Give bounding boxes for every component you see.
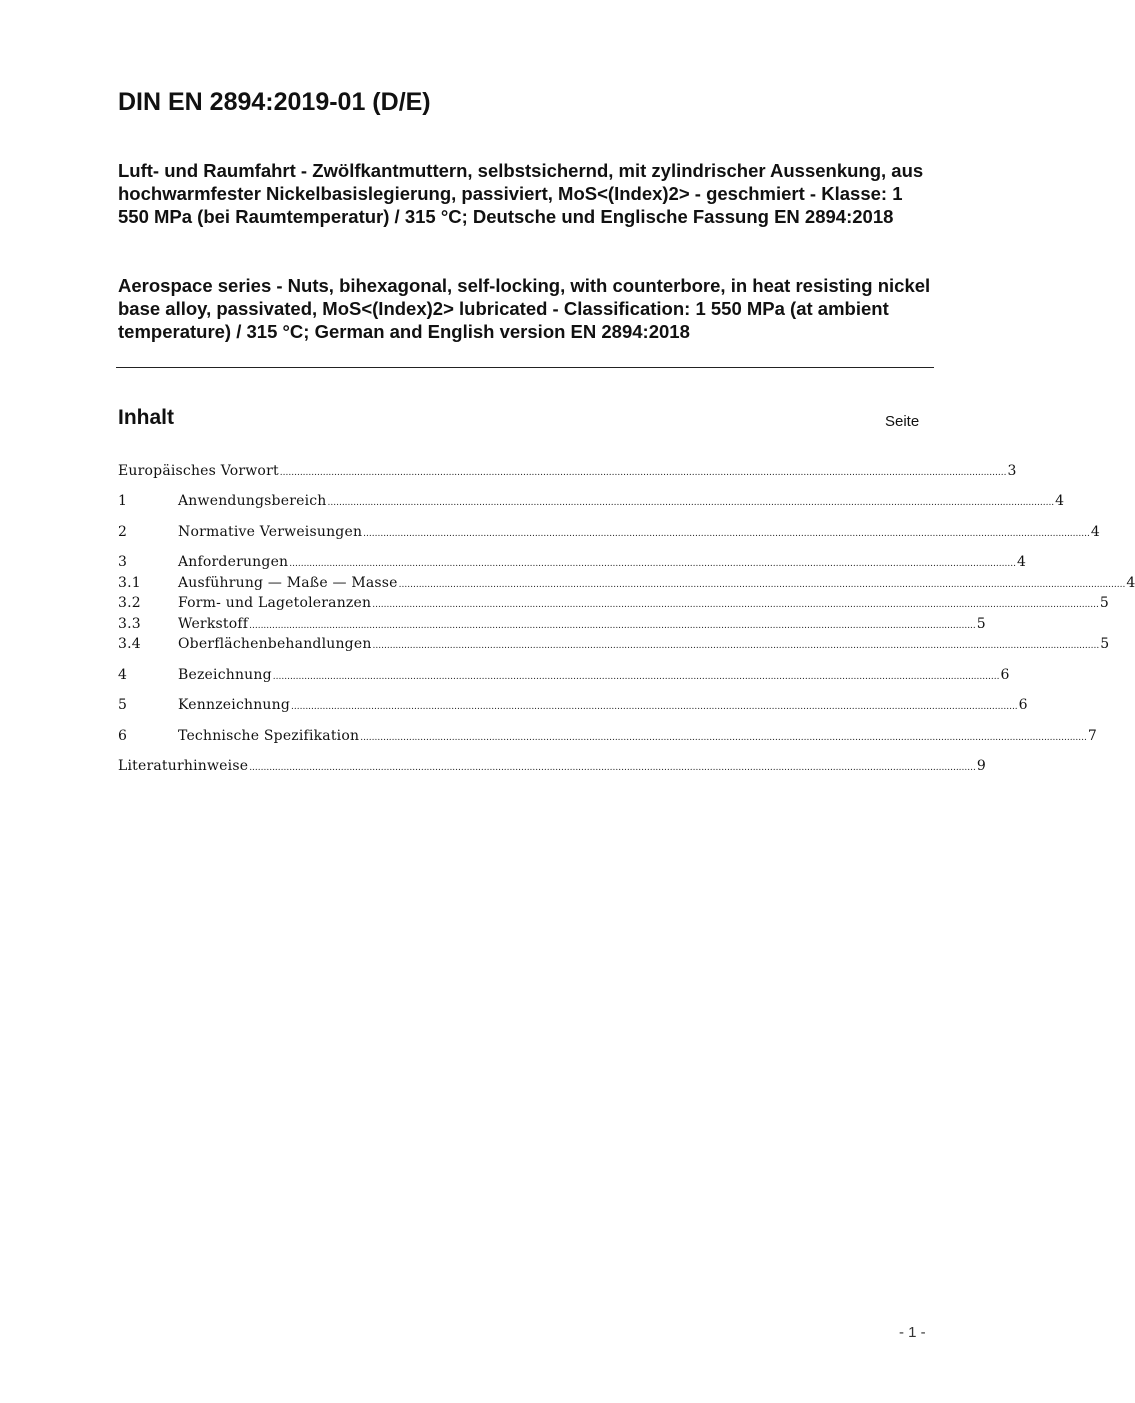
toc-entry-page: 9 (976, 758, 986, 774)
toc-entry-number: 2 (118, 524, 128, 540)
toc-entry-page: 6 (1018, 697, 1028, 713)
title-divider (116, 367, 934, 368)
toc-entry-text: Anwendungsbereich (178, 493, 327, 509)
document-title: DIN EN 2894:2019-01 (D/E) (118, 88, 431, 116)
toc-entry-2[interactable] (118, 524, 1100, 544)
toc-leader-dots: .............................................................................................................................................................................................................................................................. (372, 600, 1099, 610)
toc-entry-text: Europäisches Vorwort (118, 463, 279, 479)
toc-entry-text: Kennzeichnung (178, 697, 291, 713)
toc-entry-page: 5 (1099, 595, 1109, 611)
toc-entry-3-3[interactable] (118, 616, 986, 636)
toc-entry-text: Werkstoff (178, 616, 249, 632)
toc-entry-text: Form- und Lagetoleranzen (178, 595, 372, 611)
toc-leader-dots: .............................................................................................................................................................................................................................................................. (291, 702, 1018, 712)
toc-entry-number: 3 (118, 554, 128, 570)
toc-leader-dots: .............................................................................................................................................................................................................................................................. (363, 529, 1090, 539)
toc-leader-dots: .............................................................................................................................................................................................................................................................. (327, 498, 1055, 508)
toc-entry-text: Oberflächenbehandlungen (178, 636, 372, 652)
toc-entry-literaturhinweise[interactable] (118, 758, 986, 778)
toc-entry-number: 3.3 (118, 616, 141, 632)
toc-leader-dots: .............................................................................................................................................................................................................................................................. (289, 559, 1016, 569)
toc-leader-dots: .............................................................................................................................................................................................................................................................. (249, 763, 976, 773)
toc-entry-text: Technische Spezifikation (178, 728, 360, 744)
toc-leader-dots: .............................................................................................................................................................................................................................................................. (249, 621, 976, 631)
toc-entry-4[interactable] (118, 667, 1010, 687)
toc-entry-1[interactable] (118, 493, 1065, 513)
toc-entry-number: 4 (118, 667, 128, 683)
toc-leader-dots: .............................................................................................................................................................................................................................................................. (279, 468, 1007, 478)
toc-leader-dots: .............................................................................................................................................................................................................................................................. (372, 641, 1100, 651)
toc-entry-number: 6 (118, 728, 128, 744)
english-subtitle: Aerospace series - Nuts, bihexagonal, self-locking, with counterbore, in heat resisting nickel base alloy, passivated, MoS<(Index)2> lubricated - Classification: 1 550 MPa (at ambient temperature) / 315 °C; German and English version EN 2894:2018 (118, 275, 931, 342)
toc-entry-page: 3 (1007, 463, 1017, 479)
toc-entry-page: 4 (1126, 575, 1135, 591)
toc-entry-text: Bezeichnung (178, 667, 272, 683)
toc-leader-dots: .............................................................................................................................................................................................................................................................. (272, 672, 1000, 682)
toc-entry-number: 3.2 (118, 595, 141, 611)
toc-entry-page: 4 (1055, 493, 1065, 509)
german-subtitle: Luft- und Raumfahrt - Zwölfkantmuttern, selbstsichernd, mit zylindrischer Aussenkung, aus hochwarmfester Nickelbasislegierung, passiviert, MoS<(Index)2> - geschmiert - Klasse: 1 550 MPa (bei Raumtemperatur) / 315 °C; Deutsche und Englische Fassung EN 2894:2018 (118, 160, 924, 227)
toc-entry-text: Literaturhinweise (118, 758, 249, 774)
toc-entry-text: Ausführung — Maße — Masse (178, 575, 398, 591)
toc-entry-text: Anforderungen (178, 554, 289, 570)
toc-entry-number: 3.1 (118, 575, 141, 591)
toc-entry-number: 3.4 (118, 636, 141, 652)
toc-entry-page: 6 (1000, 667, 1010, 683)
toc-entry-text: Normative Verweisungen (178, 524, 363, 540)
toc-entry-3-4[interactable] (118, 636, 1110, 656)
toc-entry-europaeisches-vorwort[interactable] (118, 463, 1017, 483)
toc-entry-number: 5 (118, 697, 128, 713)
toc-entry-3-2[interactable] (118, 595, 1109, 615)
toc-entry-page: 4 (1016, 554, 1027, 570)
toc-entry-3-1[interactable] (118, 575, 1135, 595)
toc-entry-page: 5 (976, 616, 986, 632)
toc-heading: Inhalt (118, 406, 174, 429)
toc-entry-page: 4 (1090, 524, 1100, 540)
page-number: - 1 - (899, 1324, 926, 1341)
toc-entry-5[interactable] (118, 697, 1028, 717)
toc-entry-number: 1 (118, 493, 128, 509)
toc-entry-3[interactable] (118, 554, 1027, 574)
toc-leader-dots: .............................................................................................................................................................................................................................................................. (360, 733, 1087, 743)
toc-entry-page: 7 (1087, 728, 1097, 744)
toc-page-column-label: Seite (885, 413, 920, 430)
toc-entry-page: 5 (1100, 636, 1110, 652)
toc-entry-6[interactable] (118, 728, 1097, 748)
toc-leader-dots: .............................................................................................................................................................................................................................................................. (398, 580, 1126, 590)
